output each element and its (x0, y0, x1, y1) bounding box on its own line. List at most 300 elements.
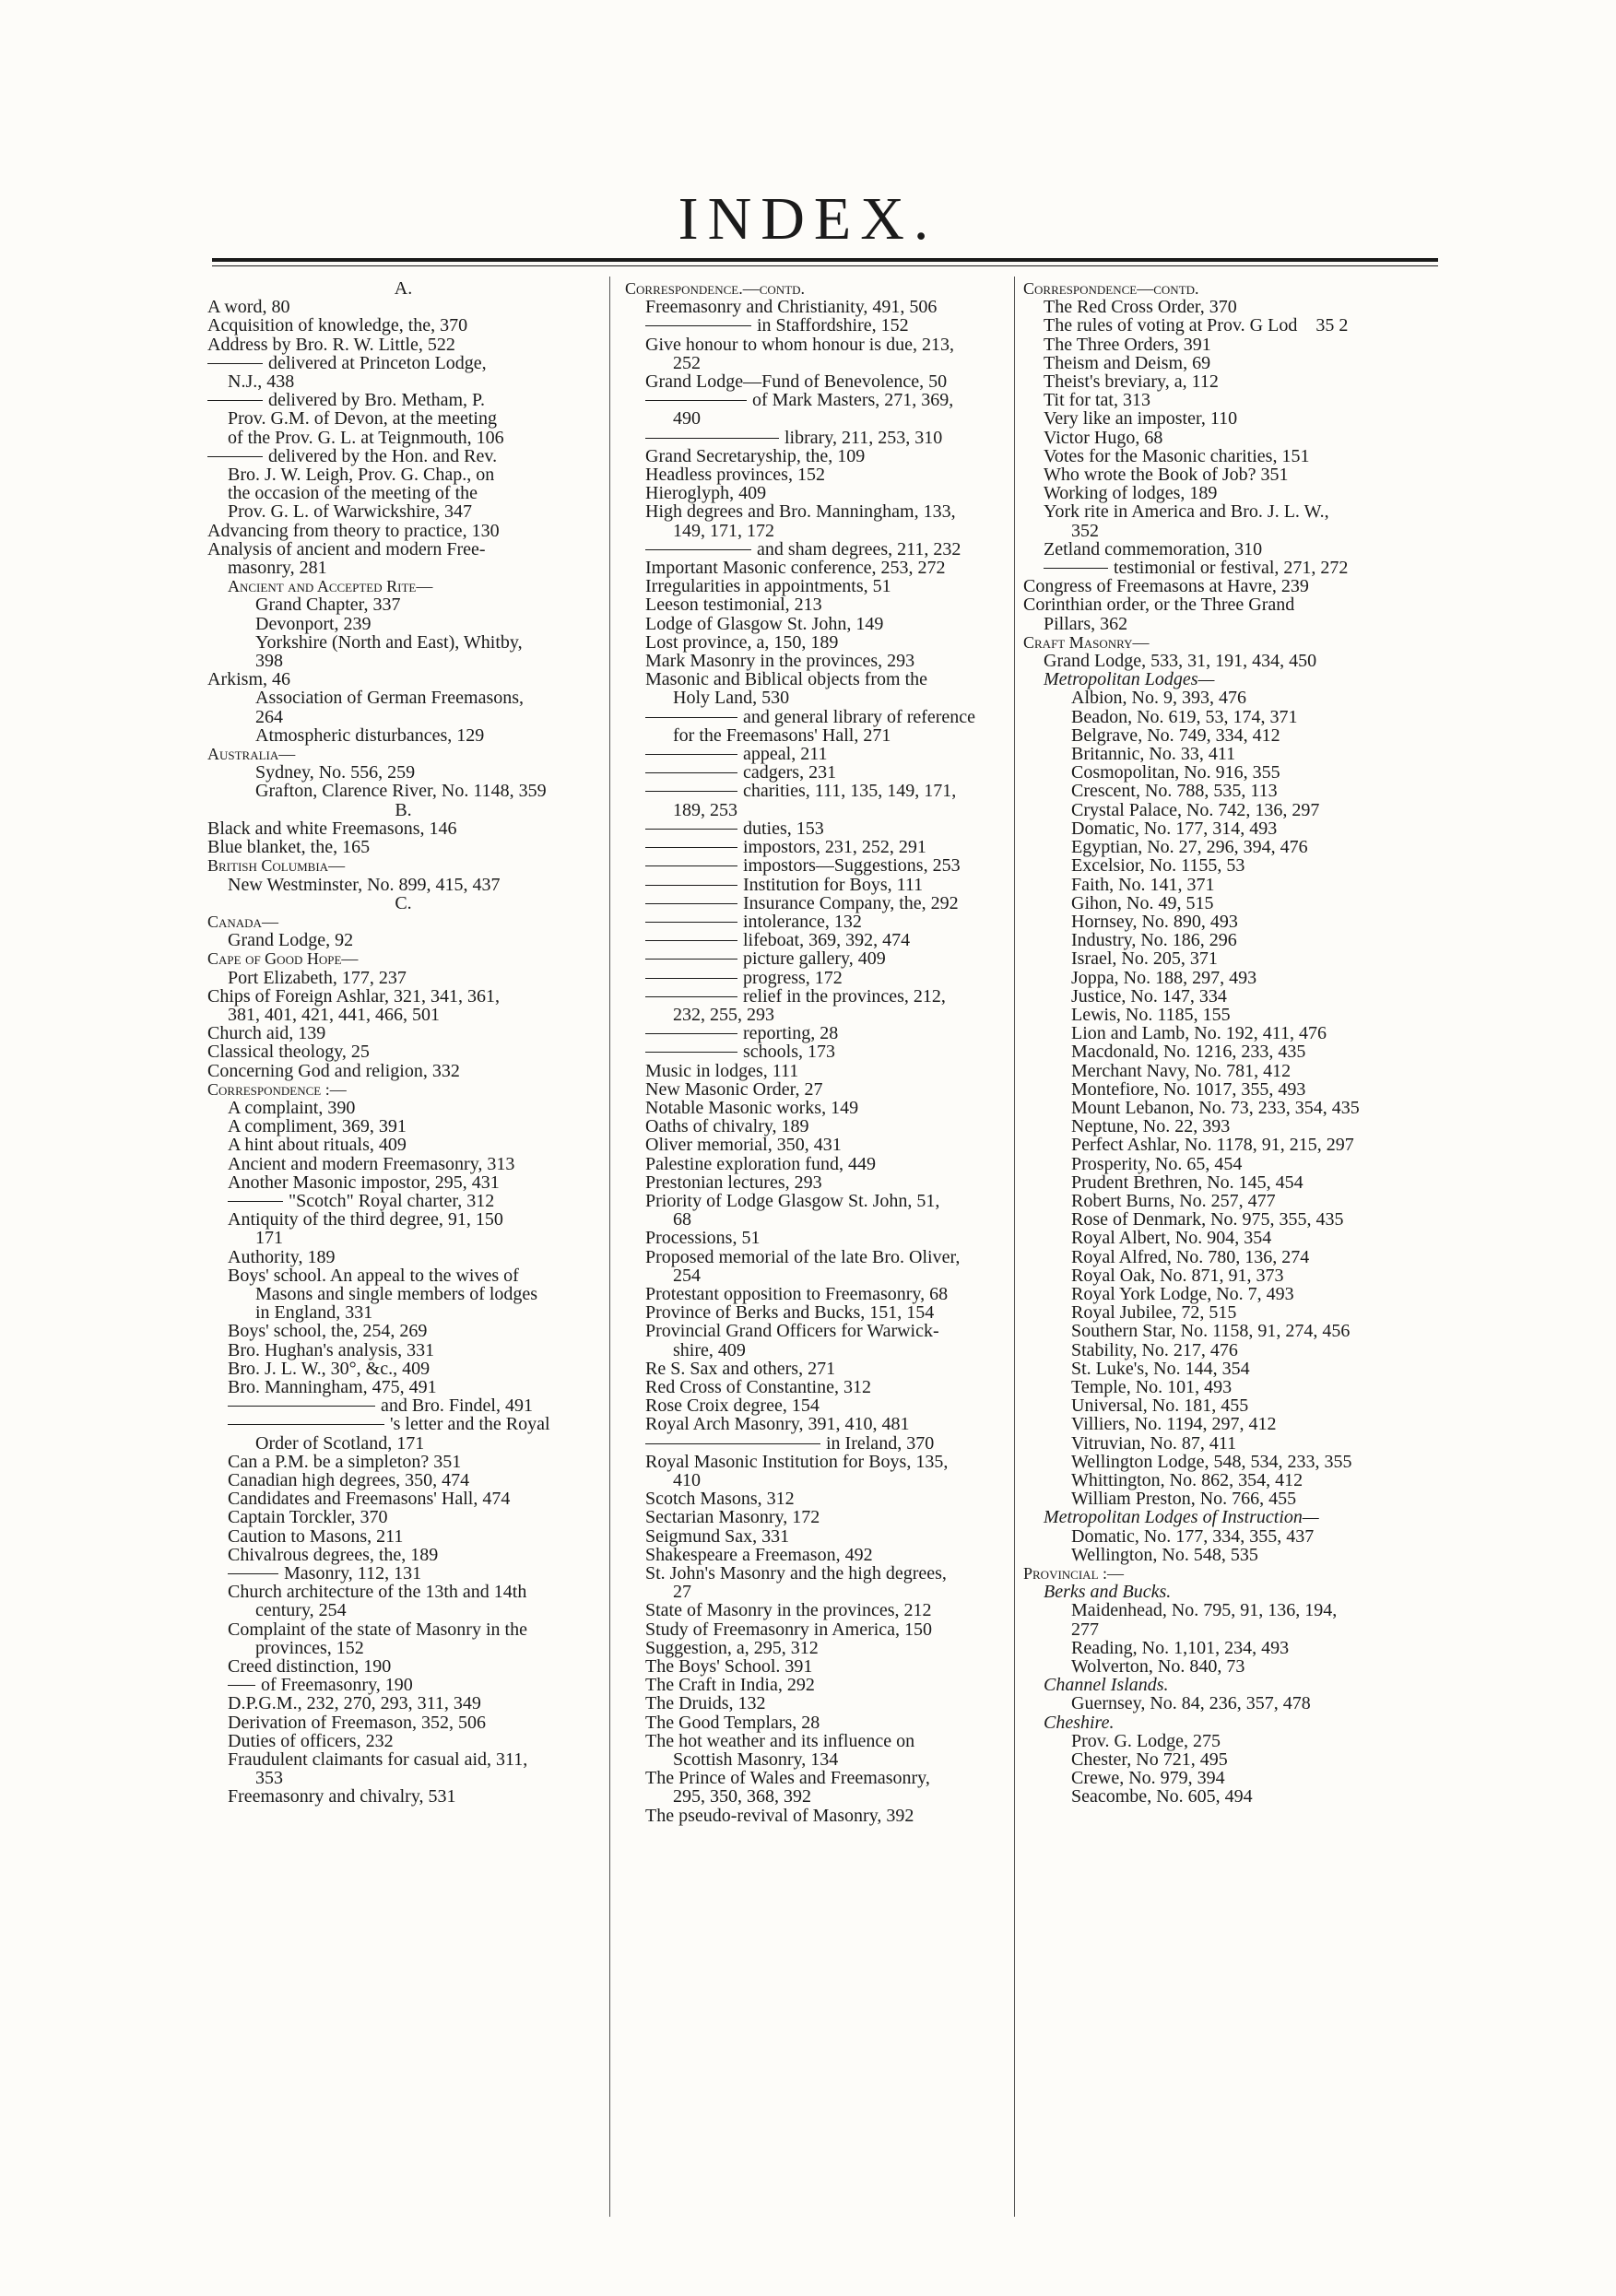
index-entry-text: Cape of Good Hope— (207, 949, 359, 969)
index-entry-text: delivered at Princeton Lodge, (268, 352, 487, 373)
index-entry (207, 577, 599, 595)
index-entry-text: Blue blanket, the, 165 (207, 837, 371, 858)
ditto-rule (645, 903, 737, 904)
index-entry-text: Universal, No. 181, 455 (1071, 1395, 1249, 1417)
index-entry-text: Boys' school, the, 254, 269 (228, 1321, 428, 1342)
index-entry-text: Working of lodges, 189 (1044, 483, 1218, 504)
index-entry-text: testimonial or festival, 271, 272 (1114, 558, 1349, 579)
index-entry (1023, 502, 1429, 521)
index-entry-text: Headless provinces, 152 (645, 465, 825, 486)
index-entry-text: Priority of Lodge Glasgow St. John, 51, (645, 1190, 940, 1211)
index-entry-text: Grand Lodge, 533, 31, 191, 434, 450 (1044, 651, 1317, 672)
title-rule-thin (212, 265, 1438, 266)
index-entry (1023, 931, 1429, 949)
index-entry (1023, 1080, 1429, 1099)
ditto-rule (645, 325, 751, 326)
index-entry (207, 1136, 599, 1154)
index-entry (625, 559, 1017, 577)
index-entry-text: 353 (255, 1768, 283, 1789)
index-entry (207, 782, 599, 800)
index-entry (207, 540, 599, 559)
index-entry-text: 68 (673, 1209, 691, 1230)
index-entry-text: Whittington, No. 862, 354, 412 (1071, 1470, 1303, 1490)
index-entry (207, 745, 599, 763)
ditto-rule (228, 1424, 384, 1425)
index-entry-text: Lodge of Glasgow St. John, 149 (645, 613, 884, 634)
ditto-rule (207, 456, 263, 457)
index-entry (1023, 1787, 1429, 1806)
index-entry (207, 1360, 599, 1378)
index-entry (207, 801, 599, 819)
ditto-rule (645, 1052, 737, 1053)
index-entry-text: Correspondence :— (207, 1079, 347, 1099)
index-entry-text: Grand Secretaryship, the, 109 (645, 445, 866, 466)
index-entry (625, 1769, 1017, 1787)
index-entry-text: Creed distinction, 190 (228, 1656, 392, 1678)
index-entry-text: 352 (1071, 520, 1099, 541)
index-entry (1023, 1248, 1429, 1266)
index-entry (625, 1173, 1017, 1192)
index-entry-text: New Westminster, No. 899, 415, 437 (228, 874, 501, 895)
index-entry-text: the occasion of the meeting of the (228, 483, 478, 504)
index-entry (207, 279, 599, 298)
index-entry (625, 1006, 1017, 1024)
index-entry (625, 502, 1017, 521)
index-entry (1023, 1285, 1429, 1303)
index-entry-text: New Masonic Order, 27 (645, 1078, 823, 1100)
index-entry (207, 1248, 599, 1266)
index-entry (625, 670, 1017, 689)
index-entry (1023, 689, 1429, 707)
index-entry (625, 336, 1017, 354)
index-entry (625, 1360, 1017, 1378)
index-entry-text: Chips of Foreign Ashlar, 321, 341, 361, (207, 985, 500, 1007)
index-entry (1023, 1639, 1429, 1657)
index-entry-text: Reading, No. 1,101, 234, 493 (1071, 1637, 1290, 1658)
index-entry-text: Rose of Denmark, No. 975, 355, 435 (1071, 1209, 1344, 1230)
index-entry-text: Boys' school. An appeal to the wives of (228, 1265, 519, 1286)
column-divider-1 (609, 277, 610, 2217)
index-entry (625, 354, 1017, 372)
index-entry-text: Duties of officers, 232 (228, 1730, 394, 1751)
index-entry-text: Yorkshire (North and East), Whitby, (255, 631, 523, 653)
index-entry (207, 913, 599, 931)
index-entry-text: lifeboat, 369, 392, 474 (743, 930, 911, 951)
index-entry (207, 1713, 599, 1732)
index-entry-text: D.P.G.M., 232, 270, 293, 311, 349 (228, 1693, 481, 1714)
index-entry (1023, 1583, 1429, 1601)
index-entry (207, 1378, 599, 1396)
index-entry (625, 1322, 1017, 1340)
index-entry-text: Captain Torckler, 370 (228, 1507, 388, 1528)
index-entry (207, 354, 599, 372)
index-entry-text: High degrees and Bro. Manningham, 133, (645, 501, 956, 523)
ditto-rule (645, 922, 737, 923)
index-entry (625, 987, 1017, 1006)
index-entry (207, 372, 599, 391)
index-entry (207, 1583, 599, 1601)
index-entry (1023, 1713, 1429, 1732)
index-entry (625, 838, 1017, 856)
index-entry-text: Neptune, No. 22, 393 (1071, 1116, 1231, 1137)
index-entry (625, 1453, 1017, 1471)
index-entry (207, 484, 599, 502)
index-entry (207, 1527, 599, 1546)
index-entry-text: Antiquity of the third degree, 91, 150 (228, 1209, 503, 1230)
index-entry (625, 1620, 1017, 1639)
index-entry-text: Pillars, 362 (1044, 613, 1128, 634)
index-entry-text: Who wrote the Book of Job? 351 (1044, 465, 1289, 486)
index-entry (207, 633, 599, 652)
index-entry (207, 894, 599, 913)
index-entry (207, 1620, 599, 1639)
index-entry (1023, 670, 1429, 689)
index-entry-text: and general library of reference (743, 706, 976, 727)
index-entry (625, 1639, 1017, 1657)
index-entry (1023, 559, 1429, 577)
index-entry-text: Crystal Palace, No. 742, 136, 297 (1071, 799, 1320, 820)
index-entry (207, 876, 599, 894)
index-entry-text: Prov. G.M. of Devon, at the meeting (228, 408, 497, 430)
index-entry-text: Grand Chapter, 337 (255, 595, 401, 616)
index-entry (625, 1434, 1017, 1453)
index-entry-text: Cheshire. (1044, 1712, 1115, 1733)
index-entry-text: Church architecture of the 13th and 14th (228, 1582, 527, 1603)
ditto-rule (207, 400, 263, 401)
index-entry (625, 633, 1017, 652)
ditto-rule (228, 1685, 255, 1686)
index-entry (625, 1341, 1017, 1360)
index-entry-text: Devonport, 239 (255, 613, 372, 634)
index-entry-text: Grafton, Clarence River, No. 1148, 359 (255, 781, 547, 802)
index-entry-text: Wellington, No. 548, 535 (1071, 1544, 1258, 1565)
index-entry (625, 1210, 1017, 1229)
index-entry-text: 490 (673, 408, 701, 430)
index-entry (625, 1042, 1017, 1061)
index-entry-text: Chester, No 721, 495 (1071, 1749, 1228, 1771)
index-entry (625, 782, 1017, 800)
index-entry-text: Victor Hugo, 68 (1044, 427, 1163, 448)
index-entry-text: York rite in America and Bro. J. L. W., (1044, 501, 1329, 523)
index-entry-text: The Boys' School. 391 (645, 1656, 813, 1678)
index-entry-text: Berks and Bucks. (1044, 1582, 1172, 1603)
index-entry-text: Australia— (207, 745, 296, 764)
index-entry-text: Notable Masonic works, 149 (645, 1097, 859, 1118)
index-entry (625, 1396, 1017, 1415)
index-entry-text: duties, 153 (743, 818, 824, 839)
index-entry (207, 1229, 599, 1247)
index-entry (625, 931, 1017, 949)
index-entry (207, 1489, 599, 1508)
index-entry (207, 1546, 599, 1564)
index-entry-text: Province of Berks and Bucks, 151, 154 (645, 1302, 935, 1324)
index-entry-text: Israel, No. 205, 371 (1071, 948, 1218, 970)
index-entry (207, 1210, 599, 1229)
index-entry-text: Atmospheric disturbances, 129 (255, 724, 485, 746)
index-entry (1023, 1434, 1429, 1453)
index-entry-text: Canadian high degrees, 350, 474 (228, 1470, 470, 1490)
index-entry-text: impostors—Suggestions, 253 (743, 855, 961, 877)
index-entry-text: Shakespeare a Freemason, 492 (645, 1544, 873, 1565)
index-entry (207, 1155, 599, 1173)
index-entry (1023, 1750, 1429, 1769)
ditto-rule (645, 996, 737, 997)
index-entry (625, 540, 1017, 559)
index-entry (625, 1564, 1017, 1583)
index-entry-text: Merchant Navy, No. 781, 412 (1071, 1060, 1292, 1081)
index-entry (625, 913, 1017, 931)
index-entry (207, 1396, 599, 1415)
index-entry (1023, 1769, 1429, 1787)
index-entry-text: Chivalrous degrees, the, 189 (228, 1544, 439, 1565)
index-entry-text: Ancient and Accepted Rite— (228, 577, 433, 596)
index-entry (625, 1229, 1017, 1247)
index-entry-text: Re S. Sax and others, 271 (645, 1358, 836, 1379)
index-entry (207, 1415, 599, 1433)
index-entry (625, 1248, 1017, 1266)
ditto-rule (645, 1443, 820, 1444)
index-entry-text: Masonic and Biblical objects from the (645, 669, 928, 690)
index-entry (207, 465, 599, 484)
index-entry (1023, 522, 1429, 540)
index-entry (625, 391, 1017, 409)
index-entry (625, 1489, 1017, 1508)
index-entry (1023, 1732, 1429, 1750)
index-entry-text: The pseudo-revival of Masonry, 392 (645, 1805, 914, 1826)
index-entry (1023, 1564, 1429, 1583)
index-entry (625, 577, 1017, 595)
ditto-rule (645, 400, 747, 401)
index-entry (1023, 298, 1429, 316)
index-entry-text: Crewe, No. 979, 394 (1071, 1768, 1225, 1789)
index-entry (1023, 745, 1429, 763)
index-entry-text: delivered by Bro. Metham, P. (268, 390, 485, 411)
index-entry-text: Lion and Lamb, No. 192, 411, 476 (1071, 1023, 1327, 1044)
index-entry (1023, 316, 1429, 335)
index-entry-text: Vitruvian, No. 87, 411 (1071, 1432, 1237, 1454)
index-column-2 (625, 279, 1017, 1825)
index-entry (207, 1601, 599, 1619)
index-entry (625, 652, 1017, 670)
index-entry (207, 1564, 599, 1583)
index-entry (625, 595, 1017, 614)
index-entry-text: Order of Scotland, 171 (255, 1432, 425, 1454)
index-entry-text: 381, 401, 421, 441, 466, 501 (228, 1004, 440, 1025)
index-entry (1023, 1601, 1429, 1619)
index-entry-text: Hornsey, No. 890, 493 (1071, 911, 1238, 932)
index-entry-text: Excelsior, No. 1155, 53 (1071, 855, 1245, 877)
index-entry (207, 522, 599, 540)
index-entry-text: Royal Jubilee, 72, 515 (1071, 1302, 1237, 1324)
index-entry (625, 1694, 1017, 1713)
index-entry (1023, 1210, 1429, 1229)
index-entry-text: intolerance, 132 (743, 911, 862, 932)
index-entry (207, 931, 599, 949)
index-entry (207, 1639, 599, 1657)
index-entry-text: Wellington Lodge, 548, 534, 233, 355 (1071, 1451, 1352, 1472)
index-entry-text: Stability, No. 217, 476 (1071, 1339, 1238, 1360)
index-entry-text: charities, 111, 135, 149, 171, (743, 781, 957, 802)
index-entry (625, 1750, 1017, 1769)
index-entry (1023, 913, 1429, 931)
ditto-rule (645, 829, 737, 830)
index-entry (1023, 1099, 1429, 1117)
index-entry-text: A compliment, 369, 391 (228, 1116, 407, 1137)
index-entry (207, 987, 599, 1006)
index-entry-text: Votes for the Masonic charities, 151 (1044, 445, 1310, 466)
index-entry (625, 1378, 1017, 1396)
index-entry (207, 652, 599, 670)
index-entry-text: and sham degrees, 211, 232 (757, 538, 961, 559)
index-entry-text: Cosmopolitan, No. 916, 355 (1071, 762, 1280, 783)
index-entry (207, 1676, 599, 1694)
index-entry (207, 1750, 599, 1769)
index-entry (1023, 1657, 1429, 1676)
index-entry-text: Institution for Boys, 111 (743, 874, 924, 895)
index-entry (207, 949, 599, 968)
index-entry-text: Authority, 189 (228, 1246, 336, 1267)
index-entry-text: Egyptian, No. 27, 296, 394, 476 (1071, 837, 1308, 858)
index-entry-text: Grand Lodge, 92 (228, 930, 354, 951)
index-entry (1023, 1360, 1429, 1378)
index-entry-text: Metropolitan Lodges of Instruction— (1044, 1507, 1319, 1528)
index-entry-text: masonry, 281 (228, 558, 327, 579)
index-entry (1023, 876, 1429, 894)
index-entry (207, 689, 599, 707)
index-entry-text: Can a P.M. be a simpleton? 351 (228, 1451, 462, 1472)
index-entry-text: Wolverton, No. 840, 73 (1071, 1656, 1245, 1678)
index-entry (207, 1062, 599, 1080)
index-entry-text: Sydney, No. 556, 259 (255, 762, 416, 783)
index-entry-text: The Druids, 132 (645, 1693, 766, 1714)
index-entry-text: relief in the provinces, 212, (743, 985, 946, 1007)
column-divider-2 (1014, 277, 1015, 2217)
index-entry (207, 1173, 599, 1192)
index-entry (1023, 819, 1429, 838)
index-entry-text: Palestine exploration fund, 449 (645, 1153, 876, 1174)
index-entry-text: Church aid, 139 (207, 1023, 326, 1044)
index-entry (1023, 447, 1429, 465)
index-entry-text: Macdonald, No. 1216, 233, 435 (1071, 1042, 1306, 1063)
index-entry-text: Beadon, No. 619, 53, 174, 371 (1071, 706, 1298, 727)
index-entry-text: 264 (255, 706, 283, 727)
index-entry-text: The Craft in India, 292 (645, 1675, 815, 1696)
index-entry (625, 1471, 1017, 1489)
index-entry (1023, 372, 1429, 391)
index-entry (207, 838, 599, 856)
index-entry-text: The Three Orders, 391 (1044, 334, 1211, 355)
index-entry-text: The hot weather and its influence on (645, 1730, 915, 1751)
index-entry-text: Mark Masonry in the provinces, 293 (645, 651, 915, 672)
index-entry-text: Grand Lodge—Fund of Benevolence, 50 (645, 371, 948, 393)
index-entry (625, 1787, 1017, 1806)
index-entry (1023, 1062, 1429, 1080)
index-entry (1023, 484, 1429, 502)
index-entry (207, 1508, 599, 1526)
index-entry (1023, 1192, 1429, 1210)
index-entry (625, 1117, 1017, 1136)
index-entry (207, 670, 599, 689)
index-entry (625, 1732, 1017, 1750)
index-column-1 (207, 279, 599, 1807)
index-entry-text: Craft Masonry— (1023, 632, 1150, 652)
index-entry-text: Metropolitan Lodges— (1044, 669, 1215, 690)
index-entry-text: Canada— (207, 912, 278, 931)
index-entry-text: St. Luke's, No. 144, 354 (1071, 1358, 1250, 1379)
ditto-rule (207, 363, 263, 364)
index-entry-text: Advancing from theory to practice, 130 (207, 520, 500, 541)
index-entry (625, 894, 1017, 913)
index-entry (207, 1694, 599, 1713)
index-entry (1023, 1378, 1429, 1396)
ditto-rule (645, 772, 737, 773)
index-entry-text: appeal, 211 (743, 744, 828, 765)
index-entry (1023, 1415, 1429, 1433)
index-entry (1023, 336, 1429, 354)
index-entry (1023, 1266, 1429, 1285)
index-entry (1023, 1396, 1429, 1415)
index-entry-text: for the Freemasons' Hall, 271 (673, 724, 891, 746)
ditto-rule (645, 717, 737, 718)
index-entry-text: Belgrave, No. 749, 334, 412 (1071, 724, 1280, 746)
index-entry-text: Joppa, No. 188, 297, 493 (1071, 967, 1257, 988)
ditto-rule (645, 791, 737, 792)
index-entry (1023, 595, 1429, 614)
index-entry (625, 279, 1017, 298)
index-entry-text: provinces, 152 (255, 1637, 364, 1658)
index-entry-text: of Mark Masters, 271, 369, (752, 390, 954, 411)
index-entry (207, 1006, 599, 1024)
index-entry-text: Derivation of Freemason, 352, 506 (228, 1712, 486, 1733)
index-entry (625, 763, 1017, 782)
index-entry-text: State of Masonry in the provinces, 212 (645, 1600, 932, 1621)
index-entry-text: Congress of Freemasons at Havre, 239 (1023, 576, 1309, 597)
index-entry-text: Address by Bro. R. W. Little, 522 (207, 334, 455, 355)
index-entry (207, 615, 599, 633)
index-entry-text: library, 211, 253, 310 (784, 427, 943, 448)
ditto-rule (645, 549, 751, 550)
index-entry (625, 1024, 1017, 1042)
index-entry (1023, 354, 1429, 372)
index-entry (625, 726, 1017, 745)
index-entry-text: Rose Croix degree, 154 (645, 1395, 820, 1417)
index-entry (1023, 429, 1429, 447)
ditto-rule (1044, 568, 1108, 569)
index-entry-text: Correspondence.—contd. (625, 279, 806, 298)
ditto-rule (228, 1406, 375, 1407)
index-entry (207, 1285, 599, 1303)
index-entry (207, 502, 599, 521)
index-entry-text: 27 (673, 1582, 691, 1603)
index-entry (625, 1807, 1017, 1825)
index-entry-text: Bro. Manningham, 475, 491 (228, 1376, 437, 1397)
index-entry-text: Seigmund Sax, 331 (645, 1525, 790, 1547)
index-entry (207, 969, 599, 987)
index-entry (1023, 949, 1429, 968)
index-entry-text: Insurance Company, the, 292 (743, 892, 959, 913)
index-entry (207, 391, 599, 409)
index-entry-text: 254 (673, 1265, 701, 1286)
index-entry-text: Temple, No. 101, 493 (1071, 1376, 1233, 1397)
index-entry (1023, 1694, 1429, 1713)
index-entry-text: Acquisition of knowledge, the, 370 (207, 315, 468, 336)
index-entry-text: progress, 172 (743, 967, 843, 988)
index-entry-text: Royal Alfred, No. 780, 136, 274 (1071, 1246, 1310, 1267)
index-entry (207, 447, 599, 465)
index-entry-text: Gihon, No. 49, 515 (1071, 892, 1214, 913)
index-entry-text: Prov. G. Lodge, 275 (1071, 1730, 1221, 1751)
index-entry-text: Black and white Freemasons, 146 (207, 818, 457, 839)
